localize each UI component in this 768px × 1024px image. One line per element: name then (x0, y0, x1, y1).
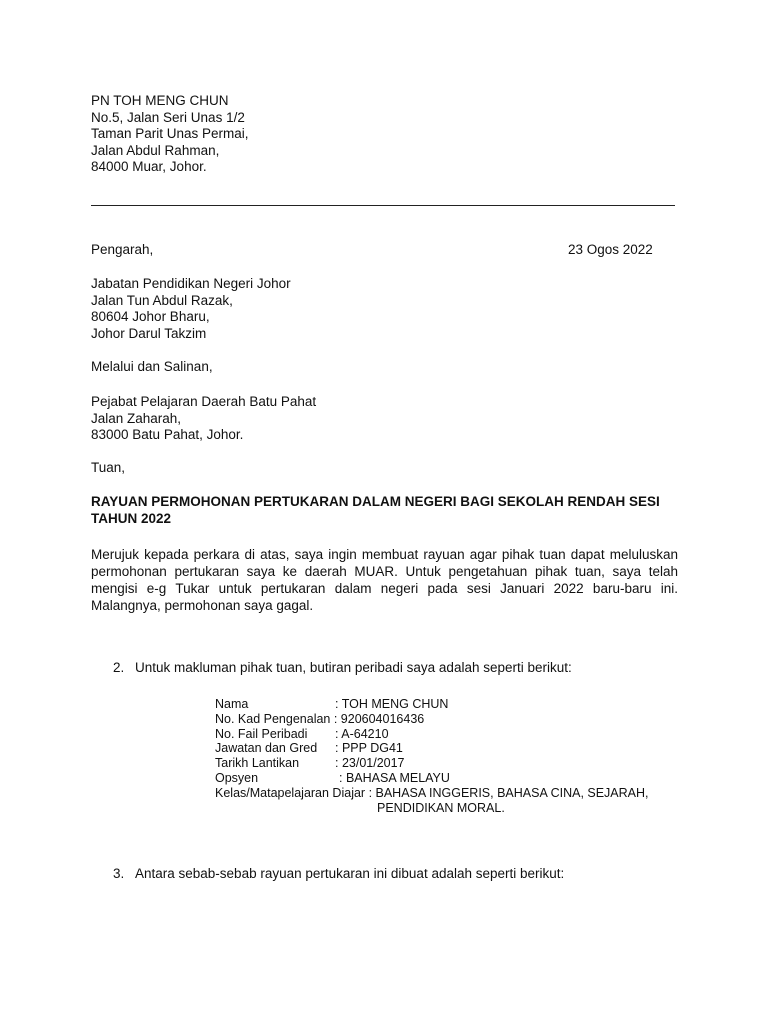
point-text: Antara sebab-sebab rayuan pertukaran ini dibuat adalah seperti berikut: (135, 866, 565, 881)
sender-line: Jalan Abdul Rahman, (91, 142, 220, 158)
detail-row-tarikh (215, 756, 649, 771)
recipient-title: Pengarah, (91, 242, 154, 257)
point-3 (113, 866, 564, 883)
via-address (91, 394, 316, 444)
via-line: Pejabat Pelajaran Daerah Batu Pahat (91, 394, 317, 409)
sender-address (91, 93, 249, 176)
via-line: 83000 Batu Pahat, Johor. (91, 427, 244, 442)
point-number: 3. (113, 866, 125, 881)
detail-value: : 23/01/2017 (335, 756, 405, 771)
sender-line: No.5, Jalan Seri Unas 1/2 (91, 109, 245, 125)
point-2 (113, 660, 572, 677)
detail-row-opsyen (215, 771, 649, 786)
detail-row-fail (215, 727, 649, 742)
detail-continuation: PENDIDIKAN MORAL. (377, 800, 505, 815)
via-line: Jalan Zaharah, (91, 410, 182, 426)
detail-label: Jawatan dan Gred (215, 741, 318, 756)
greeting: Tuan, (91, 460, 126, 475)
detail-label: Tarikh Lantikan (215, 756, 300, 771)
divider-line (91, 205, 675, 206)
detail-label: No. Kad Pengenalan (215, 711, 331, 726)
detail-row-nama (215, 697, 649, 712)
recipient-line: Jalan Tun Abdul Razak, (91, 292, 233, 308)
detail-value: : 920604016436 (330, 711, 425, 726)
sender-name: PN TOH MENG CHUN (91, 93, 229, 108)
detail-row-kelas (215, 786, 649, 801)
detail-value: : TOH MENG CHUN (335, 697, 449, 711)
point-number: 2. (113, 660, 125, 675)
personal-details (215, 697, 649, 815)
recipient-line: Jabatan Pendidikan Negeri Johor (91, 276, 291, 291)
detail-value: : A-64210 (335, 726, 389, 741)
via-label: Melalui dan Salinan, (91, 359, 213, 374)
detail-value: : BAHASA INGGERIS, BAHASA CINA, SEJARAH, (365, 785, 649, 800)
sender-line: 84000 Muar, Johor. (91, 159, 207, 174)
recipient-address (91, 276, 291, 342)
sender-line: Taman Parit Unas Permai, (91, 126, 249, 141)
detail-row-jawatan (215, 741, 649, 756)
detail-value: : PPP DG41 (335, 741, 403, 756)
detail-label: Nama (215, 697, 249, 711)
detail-label: Opsyen (215, 770, 259, 785)
paragraph-1: Merujuk kepada perkara di atas, saya ingin membuat rayuan agar pihak tuan dapat meluluskan permohonan pertukaran saya ke daerah MUAR. Untuk pengetahuan pihak tuan, saya telah mengisi e-g Tukar untuk pertukaran dalam negeri pada sesi Januari 2022 baru-baru ini. Malangnya, permohonan saya gagal. (91, 547, 678, 613)
recipient-line: Johor Darul Takzim (91, 325, 207, 341)
point-text: Untuk makluman pihak tuan, butiran peribadi saya adalah seperti berikut: (135, 660, 572, 675)
detail-row-kad (215, 712, 649, 727)
detail-label: No. Fail Peribadi (215, 726, 308, 741)
letter-date: 23 Ogos 2022 (568, 242, 653, 257)
detail-label: Kelas/Matapelajaran Diajar (215, 785, 366, 800)
recipient-line: 80604 Johor Bharu, (91, 309, 210, 324)
detail-value: : BAHASA MELAYU (339, 770, 450, 785)
letter-subject: RAYUAN PERMOHONAN PERTUKARAN DALAM NEGERI BAGI SEKOLAH RENDAH SESI TAHUN 2022 (91, 494, 660, 526)
